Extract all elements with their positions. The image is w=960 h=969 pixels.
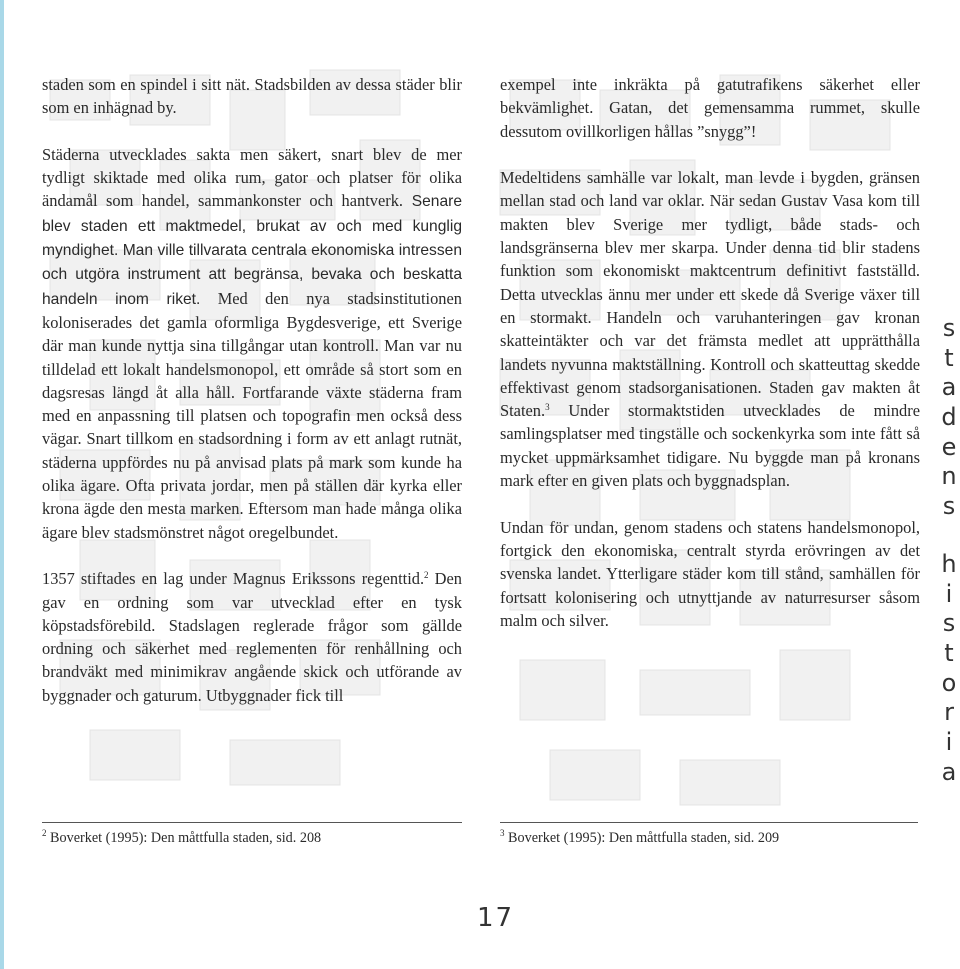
title-letter: t: [944, 343, 954, 372]
title-letter: s: [942, 314, 956, 342]
paragraph: [42, 567, 462, 707]
paragraph: staden som en spindel i sitt nät. Stadsbilden av dessa städer blir som en inhägnad by.: [42, 75, 462, 118]
page-number: 17: [477, 903, 515, 933]
footnote: [42, 829, 321, 847]
left-text-column: [42, 73, 462, 707]
title-letter: a: [941, 757, 957, 786]
footnote-ref: 3: [545, 402, 550, 413]
title-letter: h: [941, 549, 957, 578]
title-letter: e: [941, 432, 957, 461]
title-letter: t: [944, 638, 954, 667]
right-text-column: [500, 73, 920, 632]
footnote-text: Boverket (1995): Den måttfulla staden, sid. 208: [46, 830, 322, 846]
title-letter: o: [941, 668, 957, 697]
title-letter: i: [945, 727, 953, 756]
paragraph-text: 1357 stiftades en lag under Magnus Erikssons regenttid.: [42, 569, 425, 589]
title-letter: i: [945, 579, 953, 608]
paragraph-text: Med den nya stadsinstitutionen koloniserades det gamla oformliga Bygdesverige, ett Sverige där man kunde nyttja sina tillgångar utan kontroll. Man var nu tilldelad ett lokalt handelsmonopol, ett område så stort som en dagsresas längd åt alla håll. Fortfarande växte städerna fram med en anpassning till platsen och topografin men också dess vägar. Snart tillkom en stadsordning i form av ett anlagt rutnät, städerna uppfördes nu på anvisad plats på mark som kunde ha olika ägare. Ofta privata jordar, men på ställen där kyrka eller krona ägde den mesta marken. Eftersom man hade många olika ägare blev stadsmönstret något oregelbundet.: [42, 288, 462, 542]
paragraph-text: Den gav en ordning som var utvecklad efter en tysk köpstadsförebild. Stadslagen reglerade frågor som gällde ordning och säkerhet med reglementen för renhållning och brandväkt med minimikrav angående skick och utförande av byggnader och gaturum. Utbyggnader fick till: [42, 569, 462, 705]
paragraph-text: Städerna utvecklades sakta men säkert, snart blev de mer tydligt skiktade med olika rum, gator och platser för olika ändamål som handel, sammankonster och hantverk.: [42, 144, 462, 211]
paragraph: Undan för undan, genom stadens och statens handelsmonopol, fortgick den ekonomiska, centralt styrda erövringen av det svenska landet. Ytterligare städer kom till stånd, samhällen för fortsatt kolonisering och utnyttjande av naturresurser såsom malm och silver.: [500, 517, 920, 630]
title-letter: n: [941, 462, 957, 491]
paragraph-text-sans: Senare blev staden ett maktmedel, brukat av och med kunglig myndighet. Man ville tillvarata centrala ekonomiska intressen och utgöra instrument att begränsa, bevaka och beskatta handeln inom riket.: [42, 193, 462, 308]
footnote: [500, 829, 779, 847]
footnote-divider: [42, 822, 462, 823]
footnote-number: 3: [500, 828, 505, 838]
paragraph: exempel inte inkräkta på gatutrafikens säkerhet eller bekvämlighet. Gatan, det gemensamma rummet, skulle dessutom ovillkorligen hållas ”snygg”!: [500, 75, 920, 141]
title-letter: a: [941, 373, 957, 402]
vertical-section-title: [938, 314, 960, 787]
paragraph-text: Medeltidens samhälle var lokalt, man levde i bygden, gränsen mellan stad och land var oklar. När sedan Gustav Vasa kom till makten blev Sverige mer tydligt, både stads- och landsgränserna blev mer skarpa. Under denna tid blir stadens funktion som ekonomiskt maktcentrum definitivt fastställd. Detta utvecklas ännu mer under ett skede då Sverige växer till en stormakt. Handeln och varuhanteringen gav kronan skatteintäkter och var det främsta medlet att upprätthålla landets nyvunna maktställning. Kontroll och skatteuttag skedde effektivast genom stadsorganisationen. Staden gav makten åt Staten.: [500, 168, 920, 421]
title-letter: s: [942, 609, 956, 638]
footnote-ref: 2: [424, 570, 429, 581]
footnote-text: Boverket (1995): Den måttfulla staden, sid. 209: [504, 830, 780, 846]
paragraph: [500, 166, 920, 492]
page-edge-bar: [0, 0, 4, 969]
footnote-number: 2: [42, 828, 47, 838]
title-letter: s: [942, 492, 956, 521]
title-letter: d: [941, 403, 957, 432]
paragraph-text: Under stormaktstiden utvecklades de mindre samlingsplatser med tingställe och sockenkyrka som inte fått så mycket uppmärksamhet tidigare. Nu byggde man på kronans mark efter en given plats och byggnadsplan.: [500, 401, 920, 491]
footnote-divider: [500, 822, 918, 823]
title-letter: r: [944, 698, 954, 727]
paragraph: [42, 143, 462, 544]
